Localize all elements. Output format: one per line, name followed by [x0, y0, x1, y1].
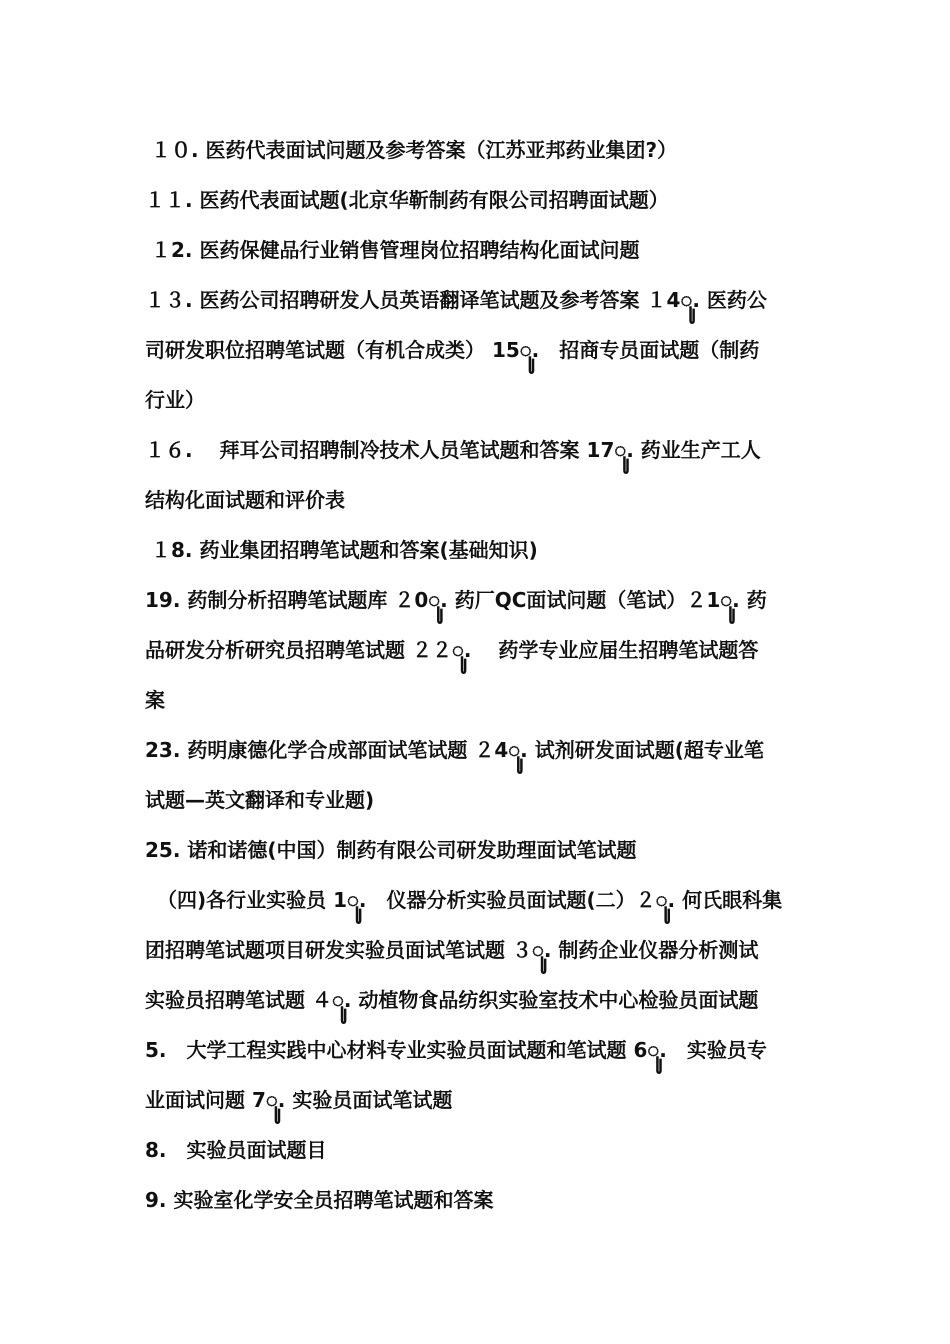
document-body: [145, 125, 810, 1225]
text-line-20: 业面试问题 7ꦸ. 实验员面试笔试题: [145, 1088, 453, 1112]
text-line-14: 试题—英文翻译和专业题): [145, 788, 375, 812]
text-line-6: 行业）: [145, 388, 205, 412]
text-line-17: 团招聘笔试题项目研发实验员面试笔试题 ３ꦸ. 制药企业仪器分析测试: [145, 938, 759, 962]
text-line-3: １2. 医药保健品行业销售管理岗位招聘结构化面试问题: [151, 238, 640, 262]
text-line-10: 19. 药制分析招聘笔试题库 ２0ꦸ. 药厂QC面试问题（笔试）２1ꦸ. 药: [145, 588, 767, 612]
text-line-11: 品研发分析研究员招聘笔试题 ２２ꦸ. 药学专业应届生招聘笔试题答: [145, 638, 759, 662]
text-line-7: １６. 拜耳公司招聘制冷技术人员笔试题和答案 17ꦸ. 药业生产工人: [145, 438, 761, 462]
text-line-9: １8. 药业集团招聘笔试题和答案(基础知识): [151, 538, 538, 562]
text-line-15: 25. 诺和诺德(中国）制药有限公司研发助理面试笔试题: [145, 838, 637, 862]
text-line-2: １１. 医药代表面试题(北京华靳制药有限公司招聘面试题）: [145, 188, 669, 212]
text-line-19: 5. 大学工程实践中心材料专业实验员面试题和笔试题 6ꦸ. 实验员专: [145, 1038, 767, 1062]
text-line-1: １０. 医药代表面试问题及参考答案（江苏亚邦药业集团?）: [151, 138, 678, 162]
text-line-16: （四)各行业实验员 1ꦸ. 仪器分析实验员面试题(二）２ꦸ. 何氏眼科集: [157, 888, 783, 912]
text-line-18: 实验员招聘笔试题 ４ꦸ. 动植物食品纺织实验室技术中心检验员面试题: [145, 988, 759, 1012]
text-line-12: 案: [145, 688, 165, 712]
text-line-22: 9. 实验室化学安全员招聘笔试题和答案: [145, 1188, 494, 1212]
text-line-8: 结构化面试题和评价表: [145, 488, 345, 512]
text-line-5: 司研发职位招聘笔试题（有机合成类） 15ꦸ. 招商专员面试题（制药: [145, 338, 760, 362]
text-line-4: １３. 医药公司招聘研发人员英语翻译笔试题及参考答案 １4ꦸ. 医药公: [145, 288, 767, 312]
text-line-21: 8. 实验员面试题目: [145, 1138, 327, 1162]
text-line-13: 23. 药明康德化学合成部面试笔试题 ２4ꦸ. 试剂研发面试题(超专业笔: [145, 738, 764, 762]
